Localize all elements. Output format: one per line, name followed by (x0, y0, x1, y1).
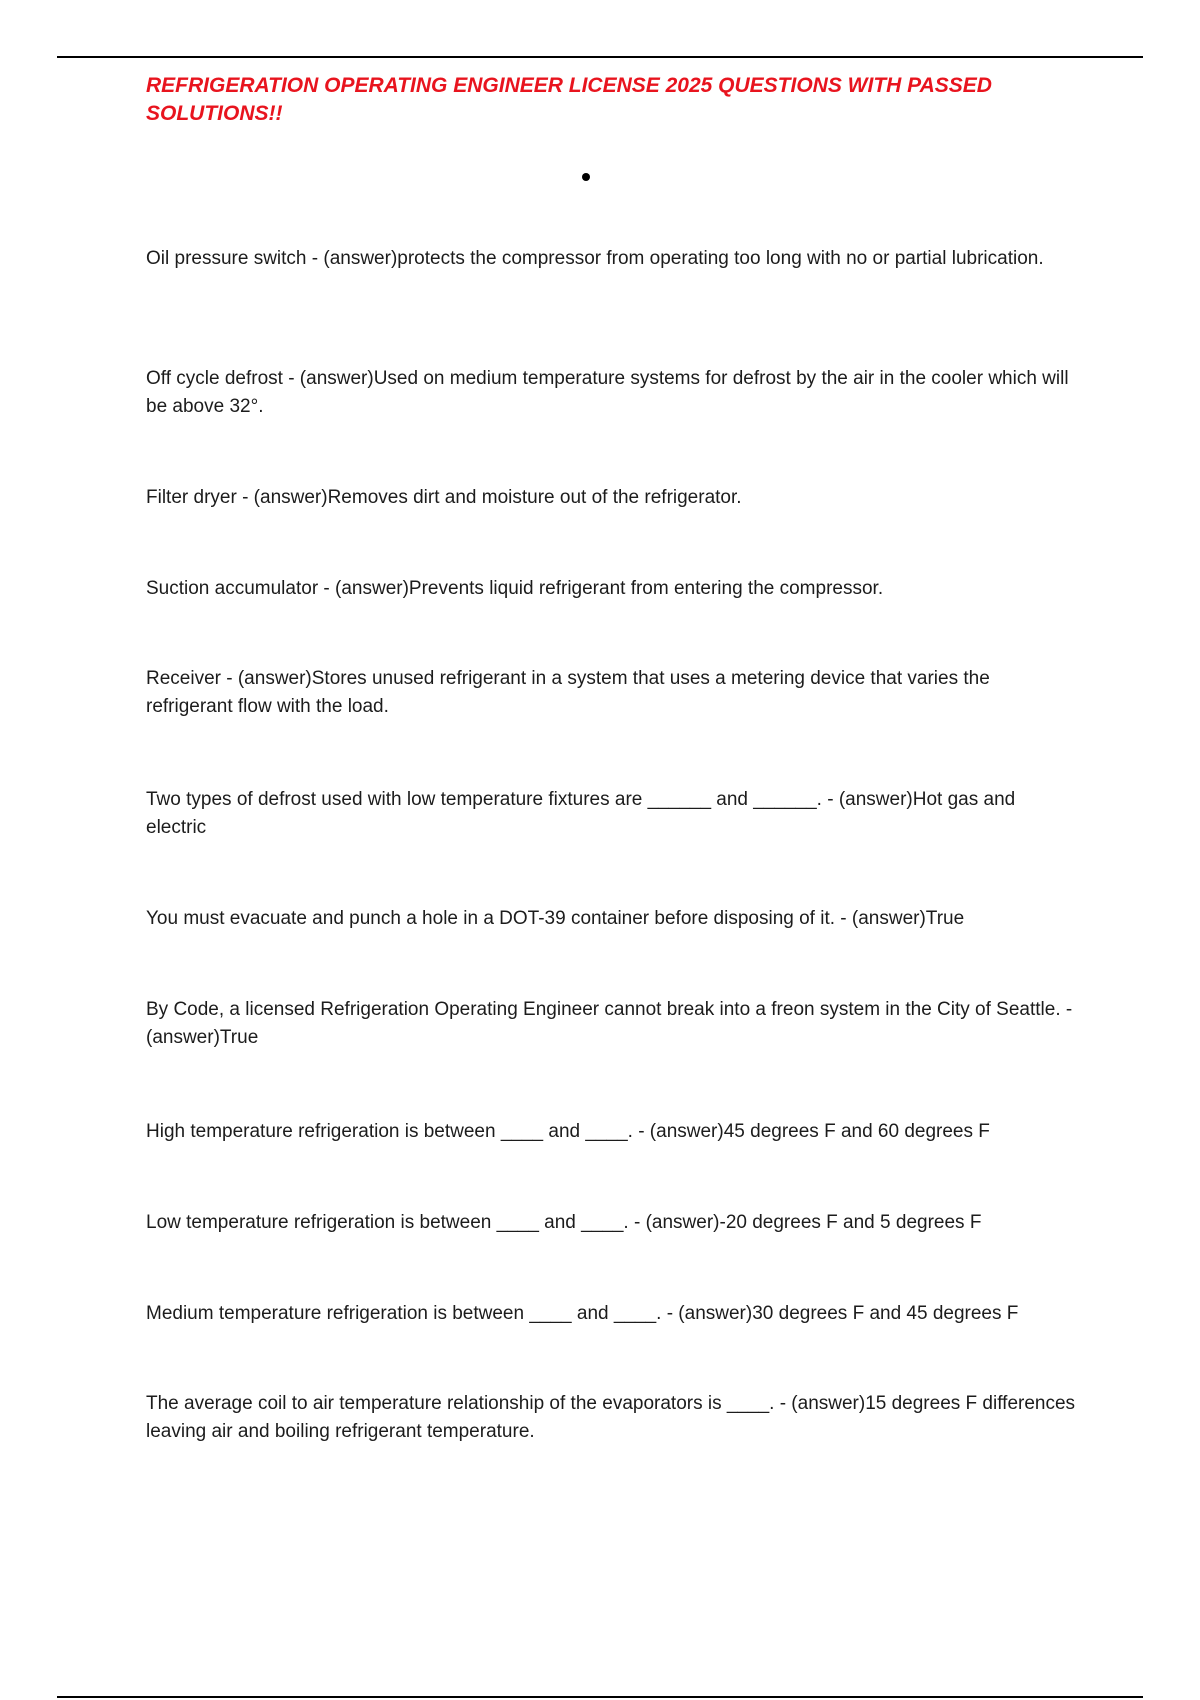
qa-item-high-temperature: High temperature refrigeration is between ____ and ____. - (answer)45 degrees F and 60 degrees F (146, 1121, 990, 1142)
bottom-rule (57, 1696, 1143, 1698)
top-rule (57, 56, 1143, 58)
qa-item-suction-accumulator: Suction accumulator - (answer)Prevents liquid refrigerant from entering the compressor. (146, 578, 884, 599)
qa-item-medium-temperature: Medium temperature refrigeration is between ____ and ____. - (answer)30 degrees F and 45 degrees F (146, 1303, 1019, 1324)
qa-item-coil-to-air: The average coil to air temperature relationship of the evaporators is ____. - (answer)15 degrees F differences leaving air and boiling refrigerant temperature. (146, 1393, 1076, 1442)
qa-item-oil-pressure-switch: Oil pressure switch - (answer)protects the compressor from operating too long with no or partial lubrication. (146, 248, 1044, 269)
qa-item-dot-39-container: You must evacuate and punch a hole in a DOT-39 container before disposing of it. - (answer)True (146, 908, 965, 929)
qa-item-low-temperature: Low temperature refrigeration is between ____ and ____. - (answer)-20 degrees F and 5 degrees F (146, 1212, 982, 1233)
qa-item-filter-dryer: Filter dryer - (answer)Removes dirt and moisture out of the refrigerator. (146, 487, 742, 508)
bullet-point (582, 173, 590, 181)
qa-item-off-cycle-defrost: Off cycle defrost - (answer)Used on medium temperature systems for defrost by the air in the cooler which will be above 32°. (146, 368, 1069, 417)
qa-item-defrost-types: Two types of defrost used with low temperature fixtures are ______ and ______. - (answer)Hot gas and electric (146, 789, 1016, 838)
document-title: REFRIGERATION OPERATING ENGINEER LICENSE 2025 QUESTIONS WITH PASSED SOLUTIONS!! (146, 74, 992, 125)
qa-item-receiver: Receiver - (answer)Stores unused refrigerant in a system that uses a metering device that varies the refrigerant flow with the load. (146, 668, 990, 717)
qa-item-seattle-code: By Code, a licensed Refrigeration Operating Engineer cannot break into a freon system in the City of Seattle. - (answer)True (146, 999, 1073, 1048)
